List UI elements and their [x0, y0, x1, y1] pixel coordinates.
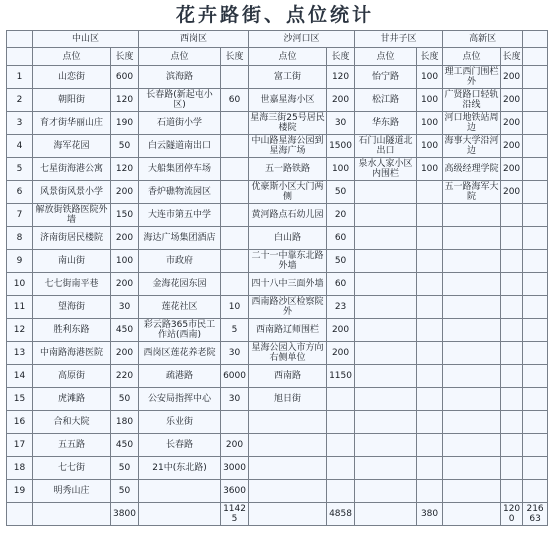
point-cell: 七七街	[33, 457, 111, 480]
point-cell	[443, 388, 501, 411]
point-cell: 朝阳街	[33, 89, 111, 112]
point-cell	[355, 388, 417, 411]
table-row	[7, 135, 548, 158]
length-cell: 60	[221, 89, 249, 112]
total-length-cell: 4858	[327, 503, 355, 526]
point-cell: 旭日街	[249, 388, 327, 411]
table-row	[7, 388, 548, 411]
point-cell: 望海街	[33, 296, 111, 319]
row-number: 5	[7, 158, 33, 181]
row-extra	[523, 158, 548, 181]
length-cell	[501, 296, 523, 319]
district-header: 甘井子区	[355, 31, 443, 48]
length-cell: 6000	[221, 365, 249, 388]
district-header: 沙河口区	[249, 31, 355, 48]
length-cell: 10	[221, 296, 249, 319]
length-cell	[417, 388, 443, 411]
length-cell: 20	[327, 204, 355, 227]
point-cell: 彩云路365市民工作站(西南)	[139, 319, 221, 342]
col-length: 长度	[417, 48, 443, 66]
row-number: 9	[7, 250, 33, 273]
point-cell	[355, 273, 417, 296]
point-cell: 怡宁路	[355, 66, 417, 89]
row-extra	[523, 181, 548, 204]
point-cell: 白山路	[249, 227, 327, 250]
length-cell	[501, 457, 523, 480]
length-cell	[501, 365, 523, 388]
point-cell: 河口地铁站周边	[444, 113, 499, 133]
point-cell: 星海公园入市方向右侧单位	[249, 342, 327, 365]
length-cell: 1150	[327, 365, 355, 388]
length-cell: 50	[111, 457, 139, 480]
length-cell: 50	[327, 250, 355, 273]
point-cell: 虎滩路	[33, 388, 111, 411]
point-cell	[443, 204, 501, 227]
point-cell: 海达广场集团酒店	[139, 227, 221, 250]
point-cell	[249, 480, 327, 503]
length-cell: 120	[327, 66, 355, 89]
point-cell: 山恋街	[33, 66, 111, 89]
length-cell: 23	[327, 296, 355, 319]
point-cell: 四十八中三面外墙	[249, 273, 327, 296]
length-cell: 50	[111, 480, 139, 503]
length-cell: 100	[417, 89, 443, 112]
length-cell: 30	[111, 296, 139, 319]
row-extra	[523, 434, 548, 457]
length-cell: 200	[111, 181, 139, 204]
length-cell: 200	[501, 135, 523, 158]
point-cell: 海军花园	[33, 135, 111, 158]
length-cell: 200	[111, 273, 139, 296]
table-row	[7, 227, 548, 250]
table-row	[7, 89, 548, 112]
length-cell: 100	[417, 158, 443, 181]
length-cell	[221, 66, 249, 89]
length-cell	[327, 434, 355, 457]
length-cell	[221, 411, 249, 434]
header-blank	[7, 31, 33, 48]
length-cell: 120	[111, 158, 139, 181]
length-cell: 450	[111, 319, 139, 342]
point-cell: 优豪斯小区大门两侧	[249, 181, 327, 204]
row-number: 1	[7, 66, 33, 89]
length-cell: 150	[111, 204, 139, 227]
length-cell: 3600	[221, 480, 249, 503]
length-cell: 50	[327, 181, 355, 204]
total-point-cell	[443, 503, 501, 526]
length-cell: 200	[327, 89, 355, 112]
point-cell: 理工西门围栏外	[444, 67, 499, 87]
length-cell: 30	[221, 342, 249, 365]
col-length: 长度	[111, 48, 139, 66]
point-cell: 中南路海港医院	[33, 342, 111, 365]
row-extra	[523, 319, 548, 342]
row-number: 16	[7, 411, 33, 434]
row-number: 2	[7, 89, 33, 112]
length-cell: 30	[221, 388, 249, 411]
point-cell: 疏港路	[139, 365, 221, 388]
point-cell	[355, 319, 417, 342]
length-cell	[221, 273, 249, 296]
length-cell	[417, 227, 443, 250]
point-cell: 南山街	[33, 250, 111, 273]
table-row	[7, 411, 548, 434]
point-cell: 香炉礁物流园区	[139, 181, 221, 204]
row-extra	[523, 457, 548, 480]
header-blank	[7, 48, 33, 66]
col-length: 长度	[501, 48, 523, 66]
point-cell: 五五路	[33, 434, 111, 457]
col-length: 长度	[221, 48, 249, 66]
length-cell	[221, 158, 249, 181]
total-length-cell: 11425	[221, 503, 249, 526]
point-cell: 金海花园东园	[139, 273, 221, 296]
length-cell	[501, 342, 523, 365]
col-point: 点位	[139, 48, 221, 66]
point-cell	[355, 204, 417, 227]
point-cell	[443, 227, 501, 250]
length-cell: 200	[221, 434, 249, 457]
header-blank	[523, 31, 548, 48]
length-cell: 200	[501, 181, 523, 204]
point-cell: 明秀山庄	[33, 480, 111, 503]
point-cell: 高级经理学院	[443, 158, 501, 181]
header-blank	[523, 48, 548, 66]
length-cell	[417, 319, 443, 342]
point-cell: 风景街风景小学	[33, 181, 111, 204]
length-cell	[501, 227, 523, 250]
length-cell	[501, 388, 523, 411]
point-cell: 合和大院	[33, 411, 111, 434]
page-title: 花卉路街、点位统计	[175, 4, 374, 26]
table-row	[7, 319, 548, 342]
point-cell: 长春路(新起屯小区)	[139, 89, 221, 112]
point-cell: 公安局指挥中心	[139, 388, 221, 411]
table-row	[7, 273, 548, 296]
table-row	[7, 434, 548, 457]
point-cell	[355, 227, 417, 250]
stats-table	[6, 30, 548, 526]
length-cell: 3000	[221, 457, 249, 480]
length-cell	[221, 181, 249, 204]
length-cell: 60	[327, 273, 355, 296]
length-cell	[501, 319, 523, 342]
point-cell: 广贤路口轻轨沿线	[444, 90, 499, 110]
point-cell: 二十一中靠东北路外墙	[249, 250, 327, 273]
point-cell: 西南路	[249, 365, 327, 388]
length-cell: 50	[111, 135, 139, 158]
length-cell: 100	[327, 158, 355, 181]
stats-table-body	[7, 31, 548, 526]
district-header: 高新区	[443, 31, 523, 48]
length-cell	[417, 273, 443, 296]
length-cell	[221, 204, 249, 227]
length-cell	[501, 480, 523, 503]
length-cell	[221, 250, 249, 273]
point-cell: 莲花社区	[139, 296, 221, 319]
length-cell	[221, 227, 249, 250]
row-extra	[523, 365, 548, 388]
point-cell: 海事大学沿河边	[444, 136, 499, 156]
length-cell	[327, 480, 355, 503]
point-cell: 西岗区莲花养老院	[139, 342, 221, 365]
row-number: 10	[7, 273, 33, 296]
district-header-row	[7, 31, 548, 48]
totals-label	[7, 503, 33, 526]
length-cell	[501, 273, 523, 296]
col-point: 点位	[249, 48, 327, 66]
point-cell: 济南街居民楼院	[33, 227, 111, 250]
point-cell	[249, 411, 327, 434]
point-cell: 石道街小学	[139, 112, 221, 135]
point-cell	[355, 296, 417, 319]
length-cell: 200	[111, 227, 139, 250]
length-cell	[417, 250, 443, 273]
total-point-cell	[249, 503, 327, 526]
point-cell: 世嘉星海小区	[249, 89, 327, 112]
length-cell: 100	[417, 66, 443, 89]
row-number: 17	[7, 434, 33, 457]
point-cell: 中山路星海公园到星海广场	[249, 135, 327, 158]
row-number: 7	[7, 204, 33, 227]
row-extra	[523, 411, 548, 434]
row-extra	[523, 227, 548, 250]
point-cell	[355, 434, 417, 457]
point-cell	[443, 250, 501, 273]
table-row	[7, 457, 548, 480]
table-row	[7, 296, 548, 319]
point-cell	[443, 434, 501, 457]
length-cell	[221, 112, 249, 135]
point-cell: 华东路	[355, 112, 417, 135]
total-length-cell: 3800	[111, 503, 139, 526]
point-cell	[443, 342, 501, 365]
row-extra	[523, 66, 548, 89]
point-cell: 松江路	[355, 89, 417, 112]
point-cell: 育才街华丽山庄	[33, 112, 111, 135]
point-cell	[139, 480, 221, 503]
total-point-cell	[33, 503, 111, 526]
point-cell: 大连市第五中学	[139, 204, 221, 227]
length-cell: 120	[111, 89, 139, 112]
length-cell	[327, 411, 355, 434]
district-header: 中山区	[33, 31, 139, 48]
point-cell: 七七街南平巷	[33, 273, 111, 296]
length-cell: 50	[111, 388, 139, 411]
total-point-cell	[355, 503, 417, 526]
point-cell	[443, 296, 501, 319]
length-cell: 5	[221, 319, 249, 342]
length-cell	[417, 480, 443, 503]
point-cell	[443, 457, 501, 480]
row-number: 18	[7, 457, 33, 480]
point-cell	[355, 342, 417, 365]
point-cell: 富工街	[249, 66, 327, 89]
length-cell	[327, 388, 355, 411]
col-point: 点位	[443, 48, 501, 66]
point-cell	[355, 365, 417, 388]
table-row	[7, 250, 548, 273]
point-cell	[355, 480, 417, 503]
length-cell	[501, 411, 523, 434]
table-row	[7, 342, 548, 365]
point-cell	[443, 273, 501, 296]
point-cell: 滨海路	[139, 66, 221, 89]
length-cell	[501, 250, 523, 273]
col-length: 长度	[327, 48, 355, 66]
length-cell	[417, 204, 443, 227]
total-length-cell: 380	[417, 503, 443, 526]
row-extra	[523, 342, 548, 365]
point-cell: 泉水人家小区内围栏	[355, 158, 417, 181]
length-cell: 180	[111, 411, 139, 434]
length-cell: 200	[327, 319, 355, 342]
col-point: 点位	[355, 48, 417, 66]
length-cell: 200	[327, 342, 355, 365]
row-extra	[523, 112, 548, 135]
table-row	[7, 480, 548, 503]
length-cell: 200	[501, 89, 523, 112]
table-row	[7, 112, 548, 135]
table-row	[7, 365, 548, 388]
point-cell: 七星街海港公寓	[33, 158, 111, 181]
district-header: 西岗区	[139, 31, 249, 48]
row-extra	[523, 250, 548, 273]
point-cell	[355, 411, 417, 434]
length-cell	[501, 434, 523, 457]
row-number: 13	[7, 342, 33, 365]
row-extra	[523, 273, 548, 296]
length-cell: 200	[501, 66, 523, 89]
grand-total: 21663	[523, 503, 548, 526]
point-cell	[443, 480, 501, 503]
point-cell: 解放街铁路医院外墙	[33, 204, 111, 227]
total-point-cell	[139, 503, 221, 526]
row-number: 14	[7, 365, 33, 388]
length-cell: 200	[111, 342, 139, 365]
length-cell	[327, 457, 355, 480]
length-cell	[417, 411, 443, 434]
row-extra	[523, 388, 548, 411]
point-cell: 白云隧道南出口	[139, 135, 221, 158]
point-cell: 21中(东北路)	[139, 457, 221, 480]
point-cell	[443, 411, 501, 434]
totals-row	[7, 503, 548, 526]
row-number: 11	[7, 296, 33, 319]
length-cell	[221, 135, 249, 158]
row-number: 15	[7, 388, 33, 411]
point-cell	[249, 434, 327, 457]
length-cell: 100	[417, 135, 443, 158]
row-number: 8	[7, 227, 33, 250]
point-cell: 高原街	[33, 365, 111, 388]
table-row	[7, 181, 548, 204]
length-cell	[417, 457, 443, 480]
point-cell: 五一路海军大院	[444, 182, 499, 202]
point-cell: 大船集团停车场	[139, 158, 221, 181]
row-number: 6	[7, 181, 33, 204]
row-number: 4	[7, 135, 33, 158]
length-cell: 220	[111, 365, 139, 388]
table-row	[7, 158, 548, 181]
point-cell: 石门山隧道北出口	[355, 135, 417, 158]
length-cell: 200	[501, 112, 523, 135]
col-point: 点位	[33, 48, 111, 66]
point-cell: 西南路辽师围栏	[249, 319, 327, 342]
point-cell: 黄河路点石幼儿园	[249, 204, 327, 227]
length-cell: 450	[111, 434, 139, 457]
table-row	[7, 66, 548, 89]
length-cell	[417, 434, 443, 457]
point-cell: 五一路铁路	[249, 158, 327, 181]
length-cell	[417, 296, 443, 319]
length-cell: 200	[501, 158, 523, 181]
row-number: 3	[7, 112, 33, 135]
point-cell: 西南路沙区检察院外	[249, 296, 327, 319]
length-cell: 60	[327, 227, 355, 250]
row-extra	[523, 296, 548, 319]
row-extra	[523, 89, 548, 112]
point-cell	[355, 457, 417, 480]
length-cell	[417, 365, 443, 388]
point-cell: 胜利东路	[33, 319, 111, 342]
point-cell: 市政府	[139, 250, 221, 273]
row-extra	[523, 135, 548, 158]
point-cell: 长春路	[139, 434, 221, 457]
column-header-row	[7, 48, 548, 66]
total-length-cell: 1200	[501, 503, 523, 526]
point-cell	[443, 365, 501, 388]
table-row	[7, 204, 548, 227]
length-cell	[417, 181, 443, 204]
point-cell	[355, 250, 417, 273]
point-cell	[355, 181, 417, 204]
point-cell: 星海三街25号居民楼院	[250, 113, 325, 133]
length-cell: 100	[417, 112, 443, 135]
length-cell: 190	[111, 112, 139, 135]
length-cell	[417, 342, 443, 365]
point-cell	[443, 319, 501, 342]
length-cell: 30	[327, 112, 355, 135]
row-extra	[523, 480, 548, 503]
point-cell: 乐业街	[139, 411, 221, 434]
length-cell: 100	[111, 250, 139, 273]
point-cell	[249, 457, 327, 480]
row-number: 12	[7, 319, 33, 342]
length-cell	[501, 204, 523, 227]
length-cell: 600	[111, 66, 139, 89]
row-number: 19	[7, 480, 33, 503]
row-extra	[523, 204, 548, 227]
length-cell: 1500	[327, 135, 355, 158]
